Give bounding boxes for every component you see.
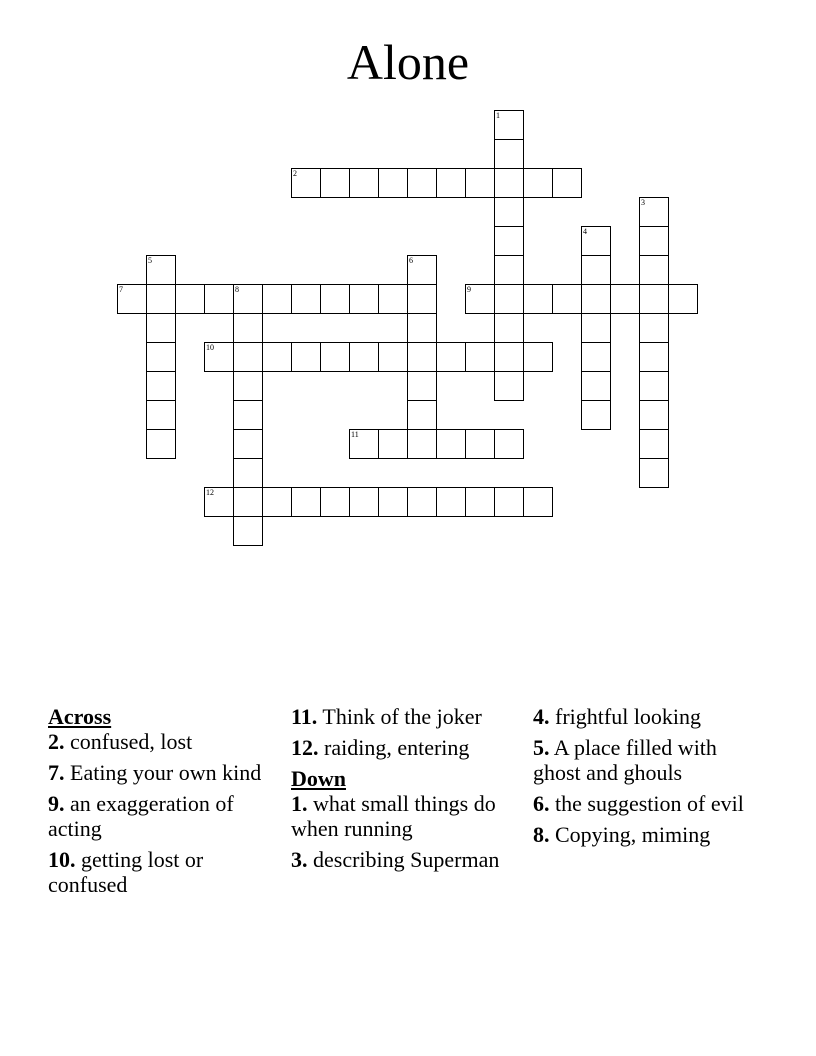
clue-number: 12. [291,735,319,760]
grid-cell[interactable] [291,487,321,517]
grid-cell[interactable] [436,429,466,459]
grid-cell[interactable] [407,284,437,314]
grid-cell[interactable] [465,284,495,314]
grid-cell[interactable] [349,168,379,198]
grid-cell[interactable] [320,342,350,372]
grid-cell[interactable] [581,284,611,314]
clue-number: 10. [48,847,76,872]
grid-cell[interactable] [639,458,669,488]
grid-cell[interactable] [349,342,379,372]
grid-cell[interactable] [262,342,292,372]
grid-cell[interactable] [175,284,205,314]
clue-across-10 [48,847,280,897]
grid-cell[interactable] [291,284,321,314]
cell-number: 5 [148,256,152,265]
clue-column-2 [291,704,523,878]
grid-cell[interactable] [639,197,669,227]
clue-across-12 [291,735,523,760]
clue-down-3 [291,847,523,872]
grid-cell[interactable] [523,342,553,372]
grid-cell[interactable] [117,284,147,314]
cell-number: 3 [641,198,645,207]
grid-cell[interactable] [494,429,524,459]
across-header: Across [48,704,112,729]
clue-text: confused, lost [70,729,193,754]
clue-down-4 [533,704,765,729]
clue-number: 6. [533,791,550,816]
clue-across-2 [48,729,280,754]
grid-cell[interactable] [581,342,611,372]
grid-cell[interactable] [233,429,263,459]
clue-number: 1. [291,791,308,816]
grid-cell[interactable] [407,255,437,285]
grid-cell[interactable] [494,313,524,343]
grid-cell[interactable] [639,313,669,343]
grid-cell[interactable] [639,429,669,459]
grid-cell[interactable] [146,342,176,372]
grid-cell[interactable] [494,487,524,517]
clue-text: frightful looking [555,704,702,729]
clue-number: 3. [291,847,308,872]
grid-cell[interactable] [494,342,524,372]
grid-cell[interactable] [436,168,466,198]
clue-down-5 [533,735,765,785]
cell-number: 1 [496,111,500,120]
grid-cell[interactable] [639,284,669,314]
cell-number: 11 [351,430,359,439]
grid-cell[interactable] [494,371,524,401]
grid-cell[interactable] [320,168,350,198]
grid-cell[interactable] [407,487,437,517]
cell-number: 9 [467,285,471,294]
grid-cell[interactable] [581,400,611,430]
clue-number: 8. [533,822,550,847]
cell-number: 2 [293,169,297,178]
clue-text: Copying, miming [555,822,711,847]
grid-cell[interactable] [146,284,176,314]
clue-down-8 [533,822,765,847]
grid-cell[interactable] [291,342,321,372]
cell-number: 4 [583,227,587,236]
grid-cell[interactable] [494,226,524,256]
grid-cell[interactable] [465,168,495,198]
grid-cell[interactable] [233,400,263,430]
grid-cell[interactable] [291,168,321,198]
grid-cell[interactable] [262,284,292,314]
clue-number: 7. [48,760,65,785]
grid-cell[interactable] [146,255,176,285]
grid-cell[interactable] [378,487,408,517]
grid-cell[interactable] [233,487,263,517]
cell-number: 7 [119,285,123,294]
grid-cell[interactable] [436,487,466,517]
cell-number: 8 [235,285,239,294]
grid-cell[interactable] [262,487,292,517]
clue-across-9 [48,791,280,841]
grid-cell[interactable] [233,342,263,372]
cell-number: 10 [206,343,214,352]
grid-cell[interactable] [581,255,611,285]
grid-cell[interactable] [465,342,495,372]
grid-cell[interactable] [494,168,524,198]
grid-cell[interactable] [349,487,379,517]
grid-cell[interactable] [407,313,437,343]
grid-cell[interactable] [204,487,234,517]
grid-cell[interactable] [610,284,640,314]
grid-cell[interactable] [204,342,234,372]
puzzle-title: Alone [346,34,470,90]
clue-down-1 [291,791,523,841]
grid-cell[interactable] [146,313,176,343]
grid-cell[interactable] [407,400,437,430]
grid-cell[interactable] [407,342,437,372]
grid-cell[interactable] [523,168,553,198]
grid-cell[interactable] [639,255,669,285]
grid-cell[interactable] [233,284,263,314]
grid-cell[interactable] [465,429,495,459]
grid-cell[interactable] [233,313,263,343]
down-header: Down [291,766,347,791]
clue-across-11 [291,704,523,729]
grid-cell[interactable] [639,400,669,430]
grid-cell[interactable] [233,458,263,488]
grid-cell[interactable] [233,516,263,546]
grid-cell[interactable] [523,284,553,314]
grid-cell[interactable] [639,371,669,401]
grid-cell[interactable] [552,284,582,314]
clue-text: raiding, entering [324,735,470,760]
cell-number: 6 [409,256,413,265]
clue-number: 4. [533,704,550,729]
grid-cell[interactable] [494,110,524,140]
grid-cell[interactable] [320,284,350,314]
grid-cell[interactable] [378,342,408,372]
clue-list [0,704,816,1004]
grid-cell[interactable] [378,168,408,198]
grid-cell[interactable] [494,197,524,227]
grid-cell[interactable] [639,342,669,372]
clue-number: 2. [48,729,65,754]
grid-cell[interactable] [552,168,582,198]
grid-cell[interactable] [581,226,611,256]
grid-cell[interactable] [349,429,379,459]
clue-across-7 [48,760,280,785]
clue-number: 11. [291,704,318,729]
grid-cell[interactable] [146,400,176,430]
clue-column-1 [48,704,280,903]
grid-cell[interactable] [494,284,524,314]
grid-cell[interactable] [581,313,611,343]
clue-text: what small things do when running [291,791,496,841]
grid-cell[interactable] [494,139,524,169]
grid-cell[interactable] [465,487,495,517]
grid-cell[interactable] [668,284,698,314]
grid-cell[interactable] [146,429,176,459]
grid-cell[interactable] [436,342,466,372]
grid-cell[interactable] [407,168,437,198]
clue-text: the suggestion of evil [555,791,744,816]
grid-cell[interactable] [204,284,234,314]
clue-down-6 [533,791,765,816]
grid-cell[interactable] [146,371,176,401]
grid-cell[interactable] [349,284,379,314]
cell-number: 12 [206,488,214,497]
clue-number: 5. [533,735,550,760]
clue-text: an exaggeration of acting [48,791,234,841]
grid-cell[interactable] [639,226,669,256]
clue-number: 9. [48,791,65,816]
grid-cell[interactable] [407,371,437,401]
clue-text: A place filled with ghost and ghouls [533,735,717,785]
clue-text: Eating your own kind [70,760,262,785]
grid-cell[interactable] [320,487,350,517]
grid-cell[interactable] [378,429,408,459]
grid-cell[interactable] [407,429,437,459]
grid-cell[interactable] [233,371,263,401]
grid-cell[interactable] [581,371,611,401]
clue-text: Think of the joker [322,704,482,729]
grid-cell[interactable] [378,284,408,314]
clue-text: describing Superman [313,847,500,872]
grid-cell[interactable] [523,487,553,517]
grid-cell[interactable] [494,255,524,285]
clue-column-3 [533,704,765,853]
clue-text: getting lost or confused [48,847,204,897]
